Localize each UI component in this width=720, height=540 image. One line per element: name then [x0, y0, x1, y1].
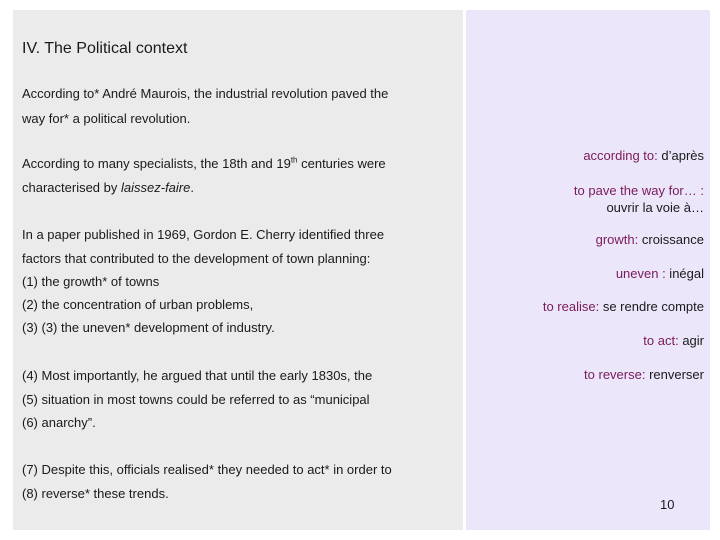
laissez-faire-term: laissez-faire — [121, 180, 191, 195]
list-item-2: (2) the concentration of urban problems, — [22, 297, 254, 312]
paragraph-2-line-1 — [22, 156, 386, 171]
glossary-term: uneven : — [615, 266, 666, 281]
paragraph-2-line-2 — [22, 180, 194, 195]
glossary-term: to reverse: — [584, 367, 646, 382]
glossary-definition: se rendre compte — [599, 299, 704, 314]
paragraph-2-text-b: centuries were — [297, 156, 386, 171]
glossary-entry-pave-the-way-def — [606, 200, 704, 215]
slide-title: IV. The Political context — [22, 40, 188, 57]
paragraph-2-line-2-a: characterised by — [22, 180, 121, 195]
glossary-definition: renverser — [645, 367, 704, 382]
superscript-th: th — [290, 155, 298, 165]
glossary-definition: agir — [678, 333, 704, 348]
glossary-entry-uneven — [616, 266, 704, 281]
list-item-7: (7) Despite this, officials realised* they needed to act* in order to — [22, 462, 392, 477]
list-item-3: (3) (3) the uneven* development of industry. — [22, 320, 275, 335]
glossary-definition: d’après — [657, 148, 704, 163]
paragraph-3-line-1: In a paper published in 1969, Gordon E. Cherry identified three — [22, 227, 385, 242]
page-number: 10 — [660, 497, 675, 512]
paragraph-2-text-a: According to many specialists, the 18th and 19 — [22, 156, 291, 171]
glossary-term: according to: — [583, 148, 658, 163]
list-item-4: (4) Most importantly, he argued that until the early 1830s, the — [22, 368, 373, 383]
list-item-8: (8) reverse* these trends. — [22, 486, 169, 501]
glossary-entry-according-to — [583, 148, 704, 163]
list-item-6: (6) anarchy”. — [22, 415, 96, 430]
glossary-entry-pave-the-way — [574, 183, 704, 198]
paragraph-1-line-2: way for* a political revolution. — [22, 111, 191, 126]
paragraph-1-line-1: According to* André Maurois, the industrial revolution paved the — [22, 86, 389, 101]
paragraph-3-line-2: factors that contributed to the development of town planning: — [22, 251, 371, 266]
glossary-term: growth: — [595, 232, 639, 247]
list-item-5: (5) situation in most towns could be referred to as “municipal — [22, 392, 370, 407]
paragraph-2-line-2-b: . — [190, 180, 194, 195]
glossary-entry-act — [643, 333, 704, 348]
glossary-term: to pave the way for… : — [573, 183, 704, 198]
glossary-term: to realise: — [542, 299, 600, 314]
glossary-term: to act: — [643, 333, 679, 348]
glossary-definition: ouvrir la voie à… — [606, 200, 704, 215]
glossary-definition: croissance — [638, 232, 704, 247]
glossary-definition: inégal — [665, 266, 704, 281]
glossary-entry-growth — [596, 232, 704, 247]
glossary-entry-realise — [543, 299, 704, 314]
glossary-entry-reverse — [584, 367, 704, 382]
list-item-1: (1) the growth* of towns — [22, 274, 160, 289]
